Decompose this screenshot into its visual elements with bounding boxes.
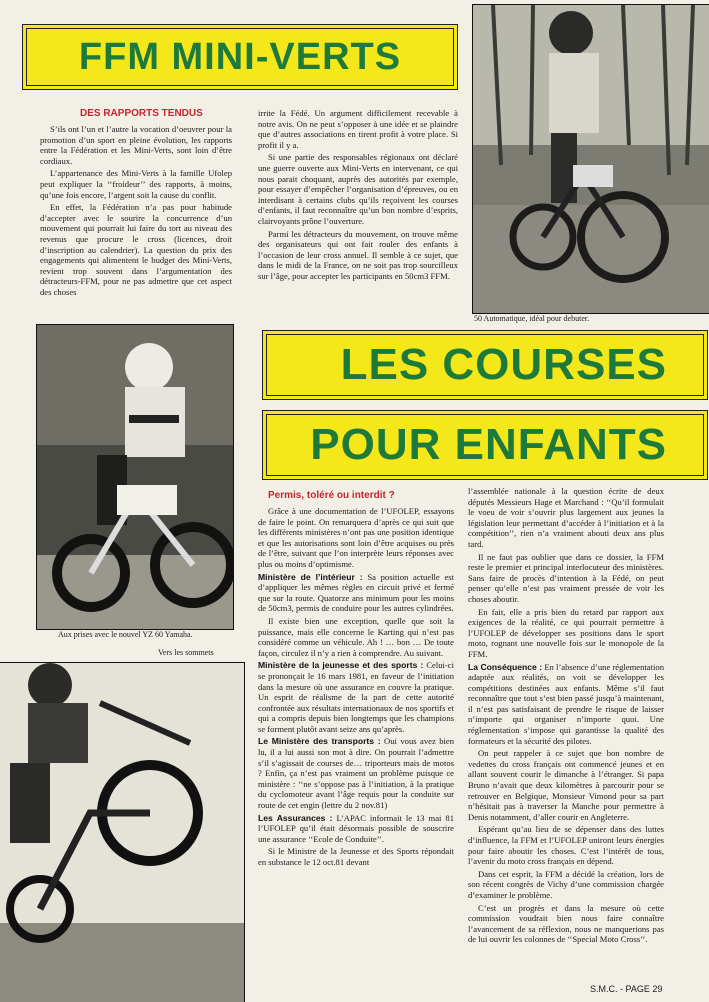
subheading: La Conséquence : (468, 661, 543, 672)
paragraph: Espérant qu’au lieu de se dépenser dans des luttes d’influence, la FFM et l’UFOLEP uniront leurs énergies pour faire aboutir les choses. C’est l’intérêt de tous, l’avenir du moto cross français en dépend. (468, 824, 664, 867)
paragraph: Il ne faut pas oublier que dans ce dossier, la FFM reste le premier et principal interlocuteur des ministères. Sans faire de procès d’intention à la Fédé, on peut penser qu’elle n’est pas vraiment pressée de voir les choses aboutir. (468, 551, 664, 604)
paragraph-transports (258, 736, 454, 810)
caption-mid-left: Aux prises avec le nouvel YZ 60 Yamaha. (58, 630, 193, 639)
banner-line-1: LES COURSES (340, 340, 667, 389)
photo-yz60-rider (36, 324, 234, 630)
paragraph: Si une partie des responsables régionaux ont déclaré une guerre ouverte aux Mini-Verts en intervenant, ce qui nous parait choquant, auprès des autorités par exemple, pour essayer d’empêcher l’organisation d’épreuves, ou en interdisant à certains clubs qu’ils reçoivent les courses d’enfants, il faut reconnaître qu’un bon nombre d’esprits, clairvoyants prône l’ouverture. (258, 152, 458, 226)
banner-line-2: POUR ENFANTS (310, 420, 667, 469)
title-banner (22, 24, 458, 90)
paragraph-text: Oui vous avez bien lu, il a lui aussi son mot à dire. On pourrait l’admettre s’il s’agissait de courses de… triporteurs mais de motos ? Enfin, ça n’est pas vraiment un problème puisque ce ministère : ‘‘ne s’oppose pas à l’initiation, à la pratique du cyclomoteur avant l’âge requis pour la conduite sur route de cet engin (lettre du 2 nov.81) (258, 736, 454, 811)
article-column-1 (40, 124, 232, 300)
subheading: Les Assurances : (258, 812, 333, 823)
photo-yz60-illustration (37, 325, 233, 629)
section-banner-line-2 (262, 410, 708, 480)
caption-bottom-left: Vers les sommets (158, 648, 214, 657)
caption-top-right: 50 Automatique, idéal pour debuter. (474, 314, 590, 323)
paragraph-text: En l’absence d’une réglementation adaptée aux réalités, on voit se développer les compétitions destinées aux enfants. Même s’il faut reconnaître que tout s’est bien passé jusqu’à maintenant, il n’est pas satisfaisant de prendre le risque de laisser n’importe qui organiser n’importe quoi. Une réglementation s’impose qui garantisse la qualité des formateurs et la sécurité des pilotes. (468, 661, 664, 746)
page-title: FFM MINI-VERTS (78, 35, 402, 78)
subheading: Le Ministère des transports : (258, 736, 381, 747)
paragraph: En effet, la Fédération n’a pas pour habitude d’accepter avec le sourire la concurrence d’un mouvement qui pourrait lui faire du tort au niveau des revenus que procure le cross (licences, droit d’inscription au calendrier). La question du prix des engagements qui alimentent le budget des Mini-Verts, revient trop souvent dans l’argumentation des détracteurs-FFM, pour ne pas admettre que cet aspect des choses (40, 202, 232, 297)
paragraph-consequence (468, 662, 664, 747)
photo-minibike-illustration (473, 5, 709, 313)
paragraph: l’assemblée nationale à la question écrite de deux députés Messieurs Hage et Marchand : ‘‘Qu’il formulait le voeu de voir s’ouvrir plus largement aux jeunes la législation leur permettant d’accéder à l’initiation et à la compétition’’, rien n’a vraiment abouti deux ans plus tard. (468, 486, 664, 549)
paragraph: L’appartenance des Mini-Verts à la famille Ufolep peut expliquer la ‘‘froideur’’ des rapports, à moins, qu’une fois encore, l’argent soit la cause du conflit. (40, 168, 232, 200)
paragraph: Dans cet esprit, la FFM a décidé la création, lors de son récent congrès de Vichy d’une commission chargée d’examiner le problème. (468, 868, 664, 900)
paragraph: Grâce à une documentation de l’UFOLEP, essayons de faire le point. On remarquera d’après ce qui suit que les différents ministères n’ont pas une position identique et que les autorisations sont loin d’être acquises ou près de l’être, suivant que l’on interprète leurs réponses avec plus ou moins d’optimisme. (258, 506, 454, 569)
section-heading: DES RAPPORTS TENDUS (80, 108, 203, 119)
article-column-2 (258, 108, 458, 284)
paragraph: En fait, elle a pris bien du retard par rapport aux exigences de la réalité, ce qui pourrait permettre à l’UFOLEP de développer ses positions dans le sport moto, rognant une nouvelle fois sur le monopole de la FFM. (468, 606, 664, 659)
subheading: Ministère de la jeunesse et des sports : (258, 660, 424, 671)
section-banner-line-1 (262, 330, 708, 400)
photo-jump-illustration (0, 663, 244, 1002)
paragraph-text: Sa position actuelle est d’appliquer les mêmes règles en circuit privé et fermé que sur la route. Quatorze ans minimum pour les moins de 50cm3, permis de conduire pour les autres cylindrées. (258, 571, 454, 614)
paragraph: Il existe bien une exception, quelle que soit la puissance, mais elle concerne le Karting qui n’est pas considéré comme un véhicule. Ah ! … bon … De toute façon, circulez il n’y a rien à comprendre. Au suivant. (258, 615, 454, 658)
paragraph-text: L’APAC informait le 13 mai 81 l’UFOLEP qu’il était désormais possible de souscrire une assurance ‘‘Ecole de Conduite’’. (258, 812, 455, 844)
paragraph: Parmi les détracteurs du mouvement, on trouve même des organisateurs qui ont fait rouler des enfants à l’occasion de leur cross annuel. Il semble à ce sujet, que dans le midi de la France, on ne soit pas trop sourcilleux sur l’âge, pour accepter les participants en 50cm3 FFM. (258, 228, 458, 281)
photo-jumping-rider (0, 662, 245, 1002)
article-column-4 (468, 486, 664, 947)
paragraph-ministere-interieur (258, 572, 454, 614)
paragraph-text: Celui-ci se prononçait le 16 mars 1981, en faveur de l’initiation dans la mesure où une assurance en couvre la pratique. Un esprit de réalisme de la part de cette autorité confrontée aux résultats internationaux de nos sportifs et qui a compris depuis bien longtemps que les champions se forment plutôt avant seize ans qu’après. (258, 660, 454, 734)
paragraph-jeunesse-sports (258, 660, 454, 734)
paragraph: C’est un progrès et dans la mesure où cette commission voudrait bien nous faire connaître l’avancement de sa réflexion, nous ne manquerions pas de lui ouvrir les colonnes de ‘‘Special Moto Cross’’. (468, 902, 664, 945)
article-column-3 (258, 506, 454, 870)
paragraph: S’ils ont l’un et l’autre la vocation d’oeuvrer pour la promotion d’un sport en pleine évolution, les rapports entre la Fédération et les Mini-Verts, sont loin d’être cordiaux. (40, 124, 232, 166)
paragraph: On peut rappeler à ce sujet que bon nombre de vedettes du cross français ont commencé jeunes et en allant souvent courir le dimanche à l’étranger. Si papa Bruno n’avait que deux kilomètres à parcourir pour se retrouver en Belgique, Monsieur Vimond pour sa part n’hésitait pas à traverser la Manche pour permettre à Denis notamment, d’aller courir en Angleterre. (468, 748, 664, 822)
paragraph: Si le Ministre de la Jeunesse et des Sports répondait en substance le 12 oct.81 devant (258, 846, 454, 867)
subheading: Ministère de l’intérieur : (258, 571, 363, 582)
page-footer: S.M.C. - PAGE 29 (590, 984, 663, 994)
photo-minibike-rider (472, 4, 709, 314)
paragraph-assurances (258, 813, 454, 845)
section2-heading: Permis, toléré ou interdit ? (268, 490, 395, 501)
paragraph: irrite la Fédé. Un argument difficilement recevable à notre avis. On ne peut s’opposer à une idée et se plaindre que d’autres associations en tirent profit à votre place. Si profit il y a. (258, 108, 458, 150)
